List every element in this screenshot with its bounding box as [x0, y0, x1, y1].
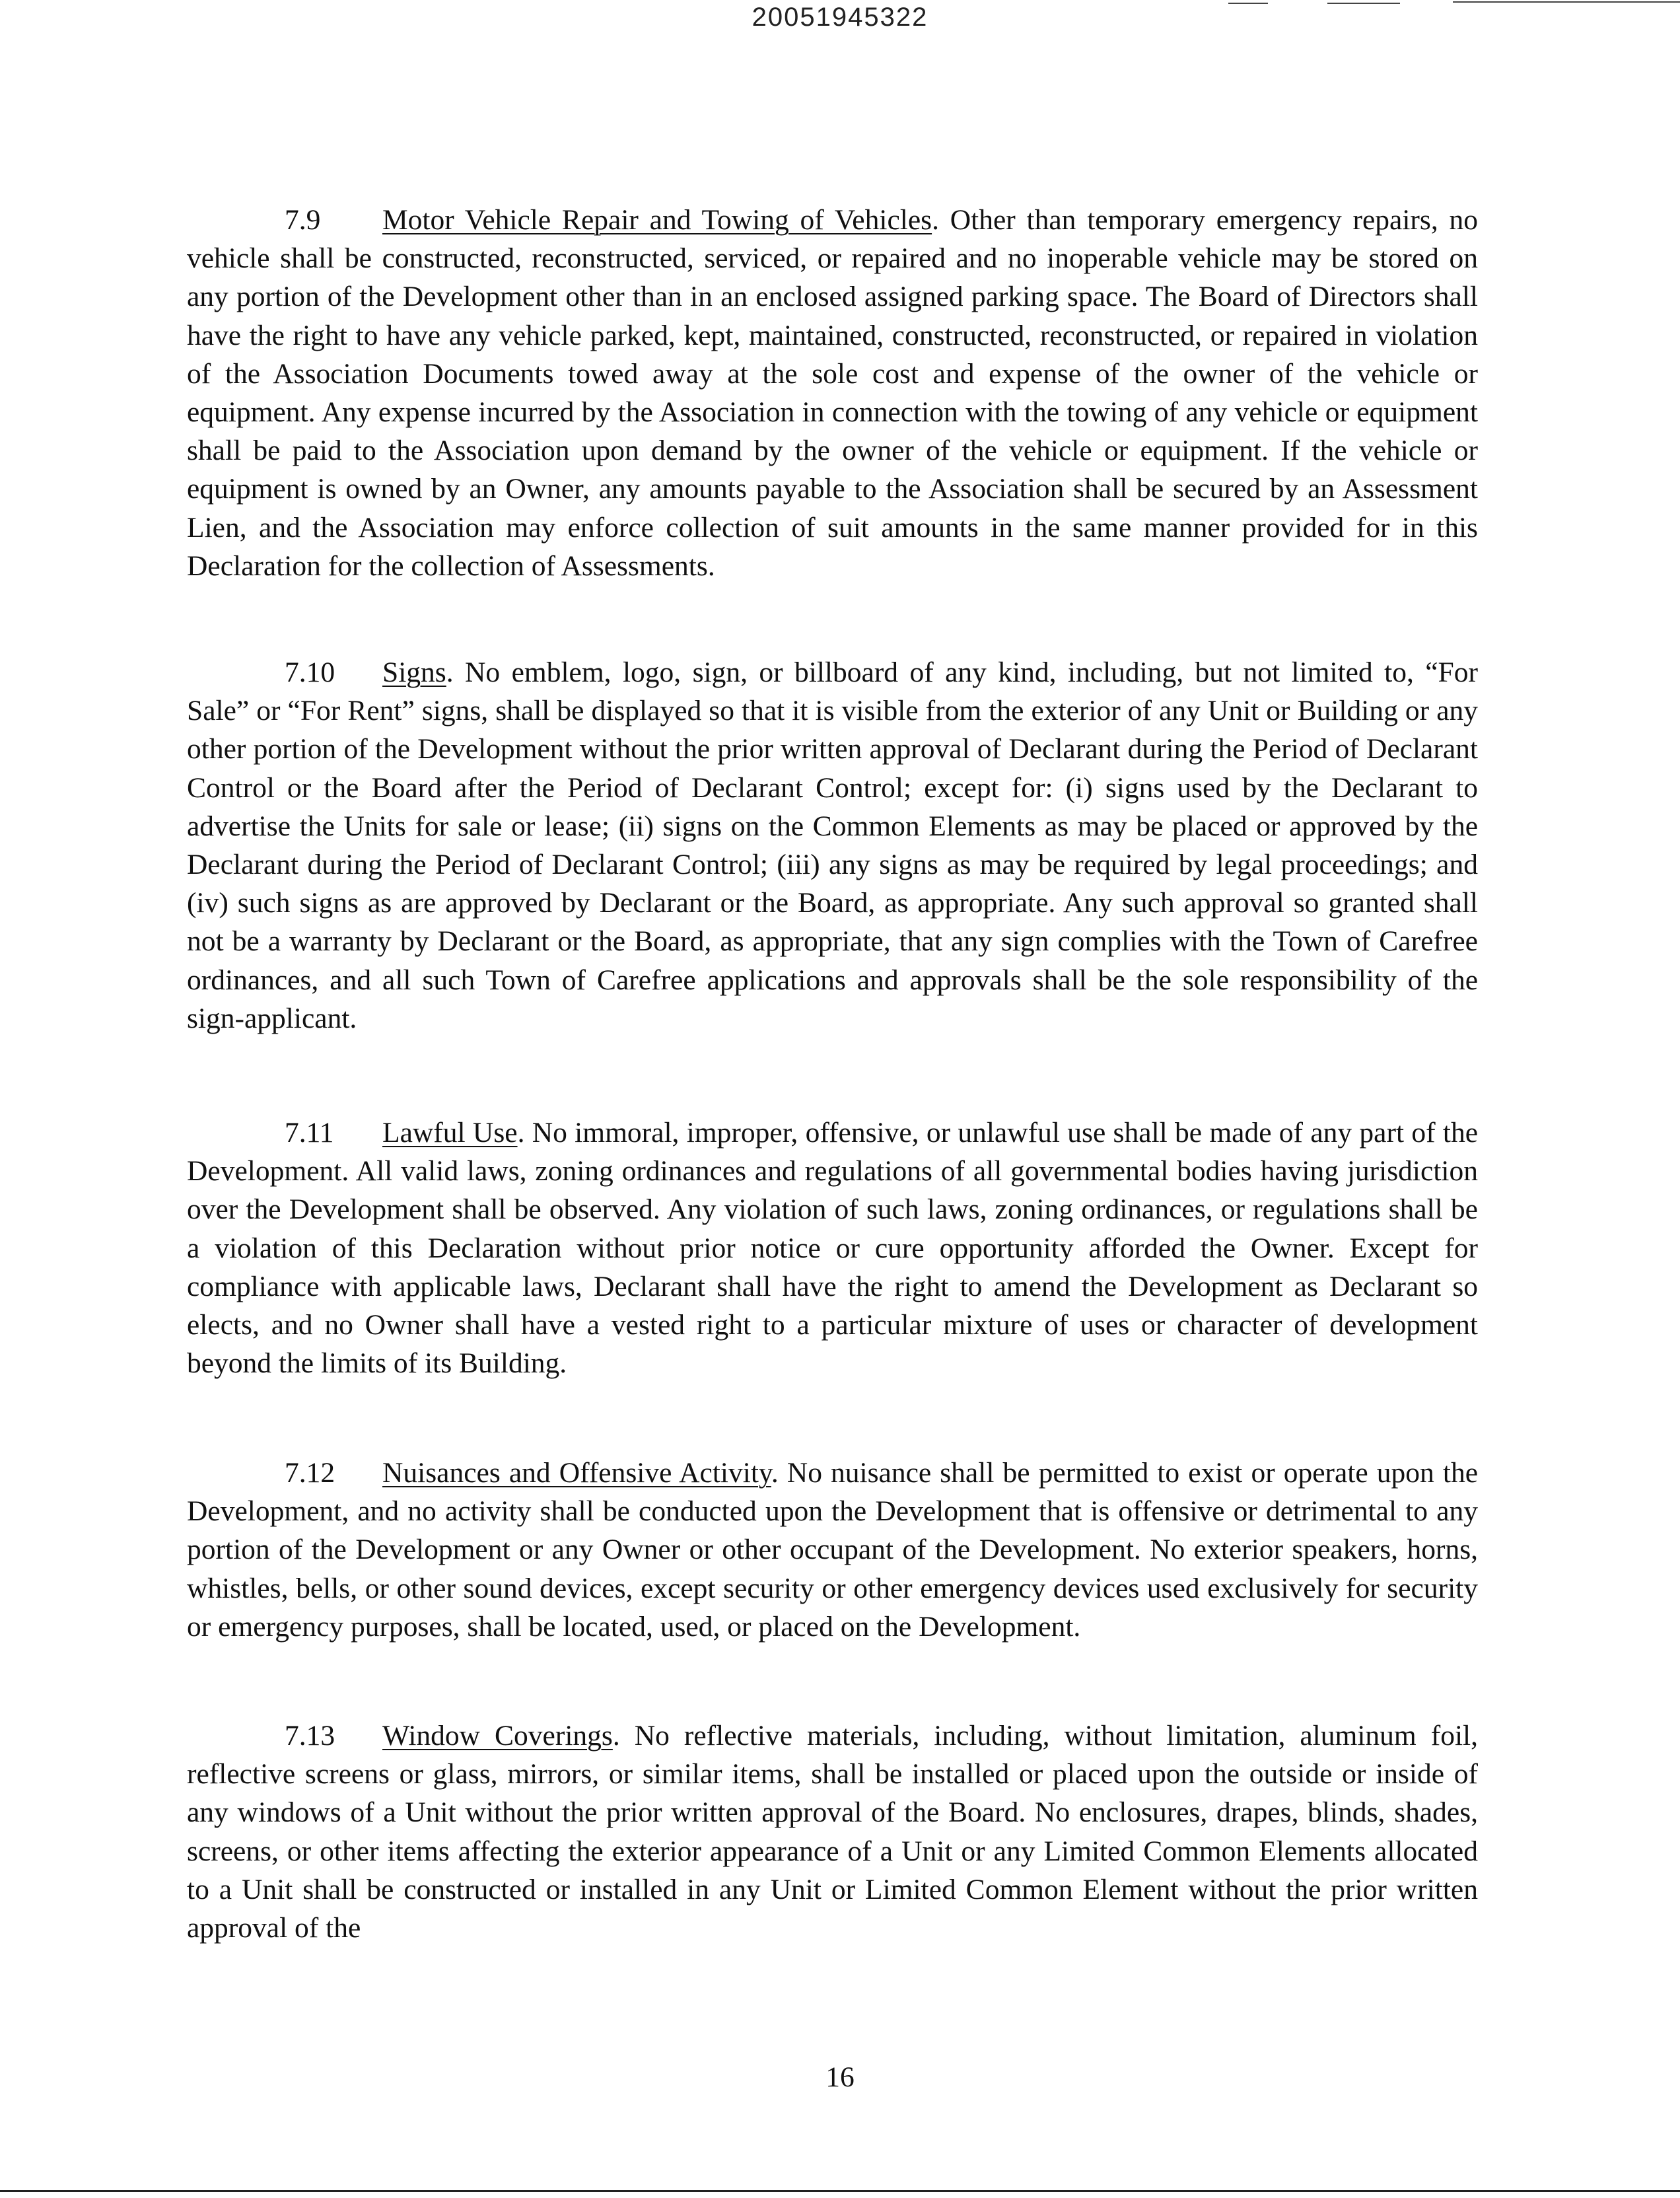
section-heading: Signs — [382, 656, 446, 688]
section-heading: Motor Vehicle Repair and Towing of Vehicles — [382, 204, 932, 236]
section-7-11 — [187, 1114, 1478, 1382]
section-number: 7.11 — [285, 1117, 334, 1149]
section-7-9 — [187, 201, 1478, 585]
section-heading: Lawful Use — [382, 1117, 518, 1149]
scan-artifact-line — [1327, 3, 1400, 4]
scan-artifact-line — [1228, 3, 1268, 4]
section-7-12 — [187, 1454, 1478, 1646]
section-number: 7.13 — [285, 1720, 335, 1752]
section-7-10 — [187, 653, 1478, 1038]
scan-artifact-line — [1453, 1, 1680, 3]
section-text: . No nuisance shall be permitted to exist or operate upon the Development, and no activity shall be conducted upon the Development that is offensive or detrimental to any portion of the Development or any Owner or other occupant of the Development. No exterior speakers, horns, whistles, bells, or other sound devices, except security or other emergency devices used exclusively for security or emergency purposes, shall be located, used, or placed on the Development. — [187, 1457, 1479, 1643]
document-number: 20051945322 — [752, 3, 928, 32]
section-heading: Window Coverings — [382, 1720, 613, 1752]
section-text: . Other than temporary emergency repairs, no vehicle shall be constructed, reconstructed, serviced, or repaired and no inoperable vehicle may be stored on any portion of the Development other than in an enclosed assigned parking space. The Board of Directors shall have the right to have any vehicle parked, kept, maintained, constructed, reconstructed, or repaired in violation of the Association Documents towed away at the sole cost and expense of the owner of the vehicle or equipment. Any expense incurred by the Association in connection with the towing of any vehicle or equipment shall be paid to the Association upon demand by the owner of the vehicle or equipment. If the vehicle or equipment is owned by an Owner, any amounts payable to the Association shall be secured by an Assessment Lien, and the Association may enforce collection of suit amounts in the same manner provided for in this Declaration for the collection of Assessments. — [187, 204, 1478, 582]
section-number: 7.12 — [285, 1457, 335, 1489]
page-number: 16 — [825, 2061, 855, 2093]
section-text: . No emblem, logo, sign, or billboard of any kind, including, but not limited to, “For Sale” or “For Rent” signs, shall be displayed so that it is visible from the exterior of any Unit or Building or any other portion of the Development without the prior written approval of Declarant during the Period of Declarant Control or the Board after the Period of Declarant Control; except for: (i) signs used by the Declarant to advertise the Units for sale or lease; (ii) signs on the Common Elements as may be placed or approved by the Declarant during the Period of Declarant Control; (iii) any signs as may be required by legal proceedings; and (iv) such signs as are approved by Declarant or the Board, as appropriate. Any such approval so granted shall not be a warranty by Declarant or the Board, as appropriate, that any sign complies with the Town of Carefree ordinances, and all such Town of Carefree applications and approvals shall be the sole responsibility of the sign-applicant. — [187, 656, 1478, 1034]
section-number: 7.9 — [285, 204, 321, 236]
section-number: 7.10 — [285, 656, 335, 688]
section-text: . No reflective materials, including, without limitation, aluminum foil, reflective screens or glass, mirrors, or similar items, shall be installed or placed upon the outside or inside of any windows of a Unit without the prior written approval of the Board. No enclosures, drapes, blinds, shades, screens, or other items affecting the exterior appearance of a Unit or any Limited Common Elements allocated to a Unit shall be constructed or installed in any Unit or Limited Common Element without the prior written approval of the — [187, 1720, 1478, 1944]
section-7-13 — [187, 1717, 1478, 1947]
page-bottom-edge — [0, 2190, 1680, 2192]
section-text: . No immoral, improper, offensive, or unlawful use shall be made of any part of the Development. All valid laws, zoning ordinances and regulations of all governmental bodies having jurisdiction over the Development shall be observed. Any violation of such laws, zoning ordinances, or regulations shall be a violation of this Declaration without prior notice or cure opportunity afforded the Owner. Except for compliance with applicable laws, Declarant shall have the right to amend the Development as Declarant so elects, and no Owner shall have a vested right to a particular mixture of uses or character of development beyond the limits of its Building. — [187, 1117, 1479, 1380]
section-heading: Nuisances and Offensive Activity — [382, 1457, 771, 1489]
